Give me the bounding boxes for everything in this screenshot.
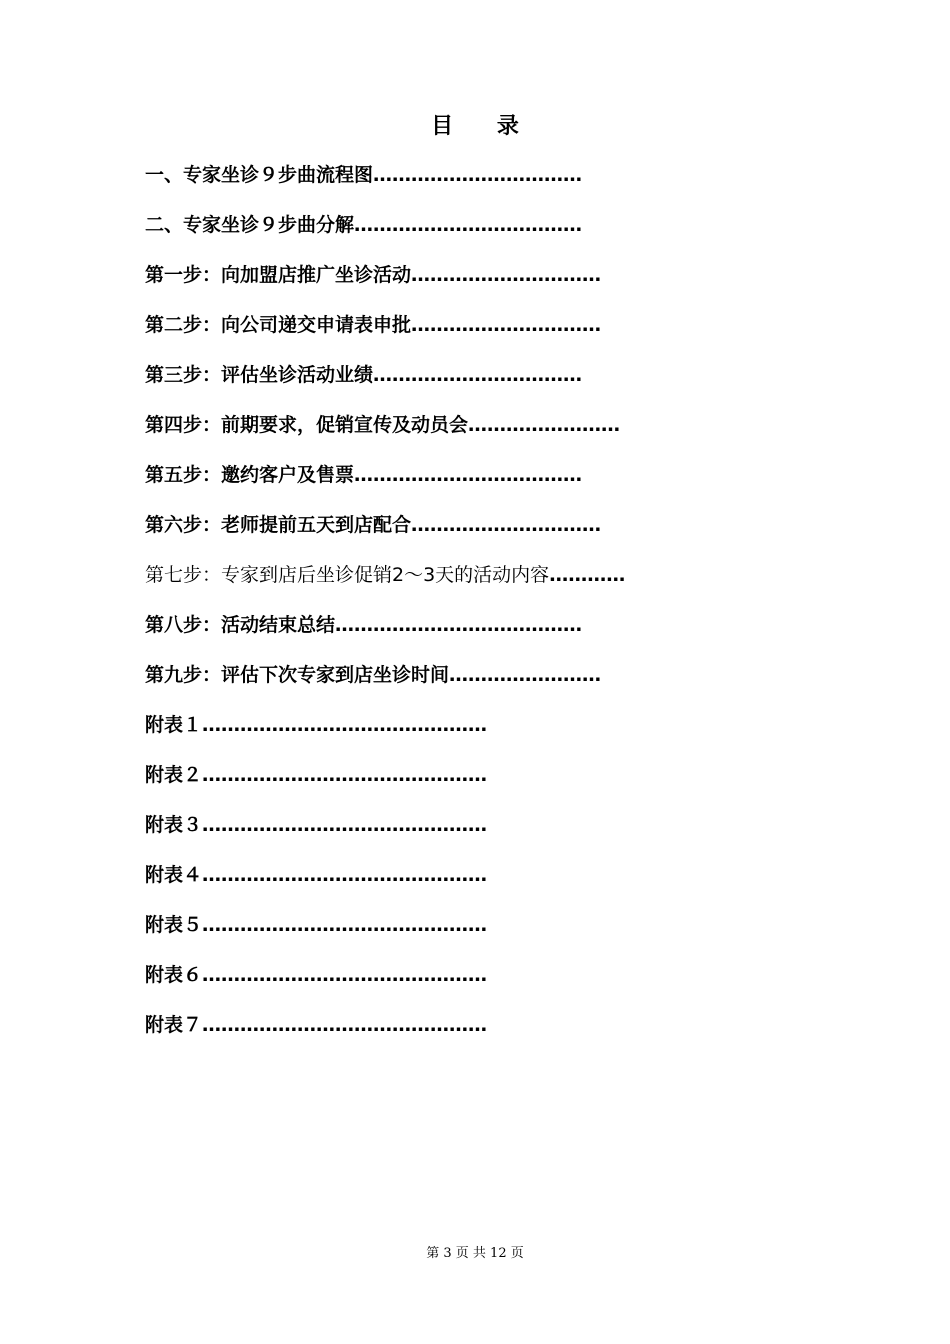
toc-entry-text: 第三步：评估坐诊活动业绩 <box>145 364 374 386</box>
toc-entry-leader: ……………………………………… <box>202 714 488 736</box>
toc-entry[interactable] <box>145 858 785 908</box>
toc-title: 目 录 <box>431 114 537 139</box>
toc-entry-text: 二、专家坐诊９步曲分解 <box>145 214 355 236</box>
toc-entry[interactable] <box>145 408 785 458</box>
toc-entry-leader: …………………… <box>468 414 621 436</box>
toc-entry-leader: ………………………… <box>411 314 602 336</box>
toc-entry[interactable] <box>145 358 785 408</box>
toc-entry-leader: ……………………………………… <box>202 1014 488 1036</box>
toc-entry-text: 第七步：专家到店后坐诊促销2～3天的活动内容 <box>145 564 550 586</box>
toc-entry[interactable] <box>145 608 785 658</box>
toc-list <box>145 158 785 1058</box>
toc-entry-leader: ………………………… <box>411 514 602 536</box>
toc-entry-text: 附表６ <box>145 964 203 986</box>
toc-entry-leader: ………… <box>549 564 626 586</box>
toc-entry-leader: ………………………………… <box>335 614 583 636</box>
toc-entry-text: 第八步：活动结束总结 <box>145 614 336 636</box>
toc-entry-leader: …………………………… <box>373 364 583 386</box>
toc-entry[interactable] <box>145 908 785 958</box>
toc-entry-leader: ……………………………………… <box>202 964 488 986</box>
toc-entry-leader: ……………………………………… <box>202 764 488 786</box>
toc-entry[interactable] <box>145 708 785 758</box>
toc-entry[interactable] <box>145 208 785 258</box>
toc-entry-text: 一、专家坐诊９步曲流程图 <box>145 164 374 186</box>
toc-entry-text: 附表３ <box>145 814 203 836</box>
toc-entry-leader: ……………………………………… <box>202 814 488 836</box>
toc-entry-text: 第九步：评估下次专家到店坐诊时间 <box>145 664 450 686</box>
toc-entry[interactable] <box>145 508 785 558</box>
toc-entry-leader: ……………………………………… <box>202 864 488 886</box>
toc-entry-leader: ……………………………… <box>354 464 583 486</box>
toc-entry-leader: ……………………………… <box>354 214 583 236</box>
toc-entry-text: 附表２ <box>145 764 203 786</box>
toc-entry-text: 附表７ <box>145 1014 203 1036</box>
toc-entry[interactable] <box>145 1008 785 1058</box>
toc-entry[interactable] <box>145 808 785 858</box>
toc-entry-leader: ……………………………………… <box>202 914 488 936</box>
toc-entry-text: 附表４ <box>145 864 203 886</box>
toc-entry-text: 第五步：邀约客户及售票 <box>145 464 355 486</box>
toc-entry-leader: …………………………… <box>373 164 583 186</box>
toc-entry[interactable] <box>145 458 785 508</box>
toc-entry[interactable] <box>145 308 785 358</box>
toc-entry[interactable] <box>145 158 785 208</box>
toc-entry-text: 第六步：老师提前五天到店配合 <box>145 514 412 536</box>
toc-entry-text: 附表１ <box>145 714 203 736</box>
page-footer: 第 3 页 共 12 页 <box>426 1246 524 1261</box>
toc-entry[interactable] <box>145 958 785 1008</box>
toc-entry-text: 第二步：向公司递交申请表申批 <box>145 314 412 336</box>
toc-entry-leader: ………………………… <box>411 264 602 286</box>
toc-entry[interactable] <box>145 758 785 808</box>
toc-entry-leader: …………………… <box>449 664 602 686</box>
toc-entry-text: 附表５ <box>145 914 203 936</box>
toc-entry[interactable] <box>145 258 785 308</box>
toc-entry[interactable] <box>145 658 785 708</box>
toc-entry-text: 第一步：向加盟店推广坐诊活动 <box>145 264 412 286</box>
toc-entry[interactable] <box>145 558 785 608</box>
toc-entry-text: 第四步：前期要求，促销宣传及动员会 <box>145 414 469 436</box>
